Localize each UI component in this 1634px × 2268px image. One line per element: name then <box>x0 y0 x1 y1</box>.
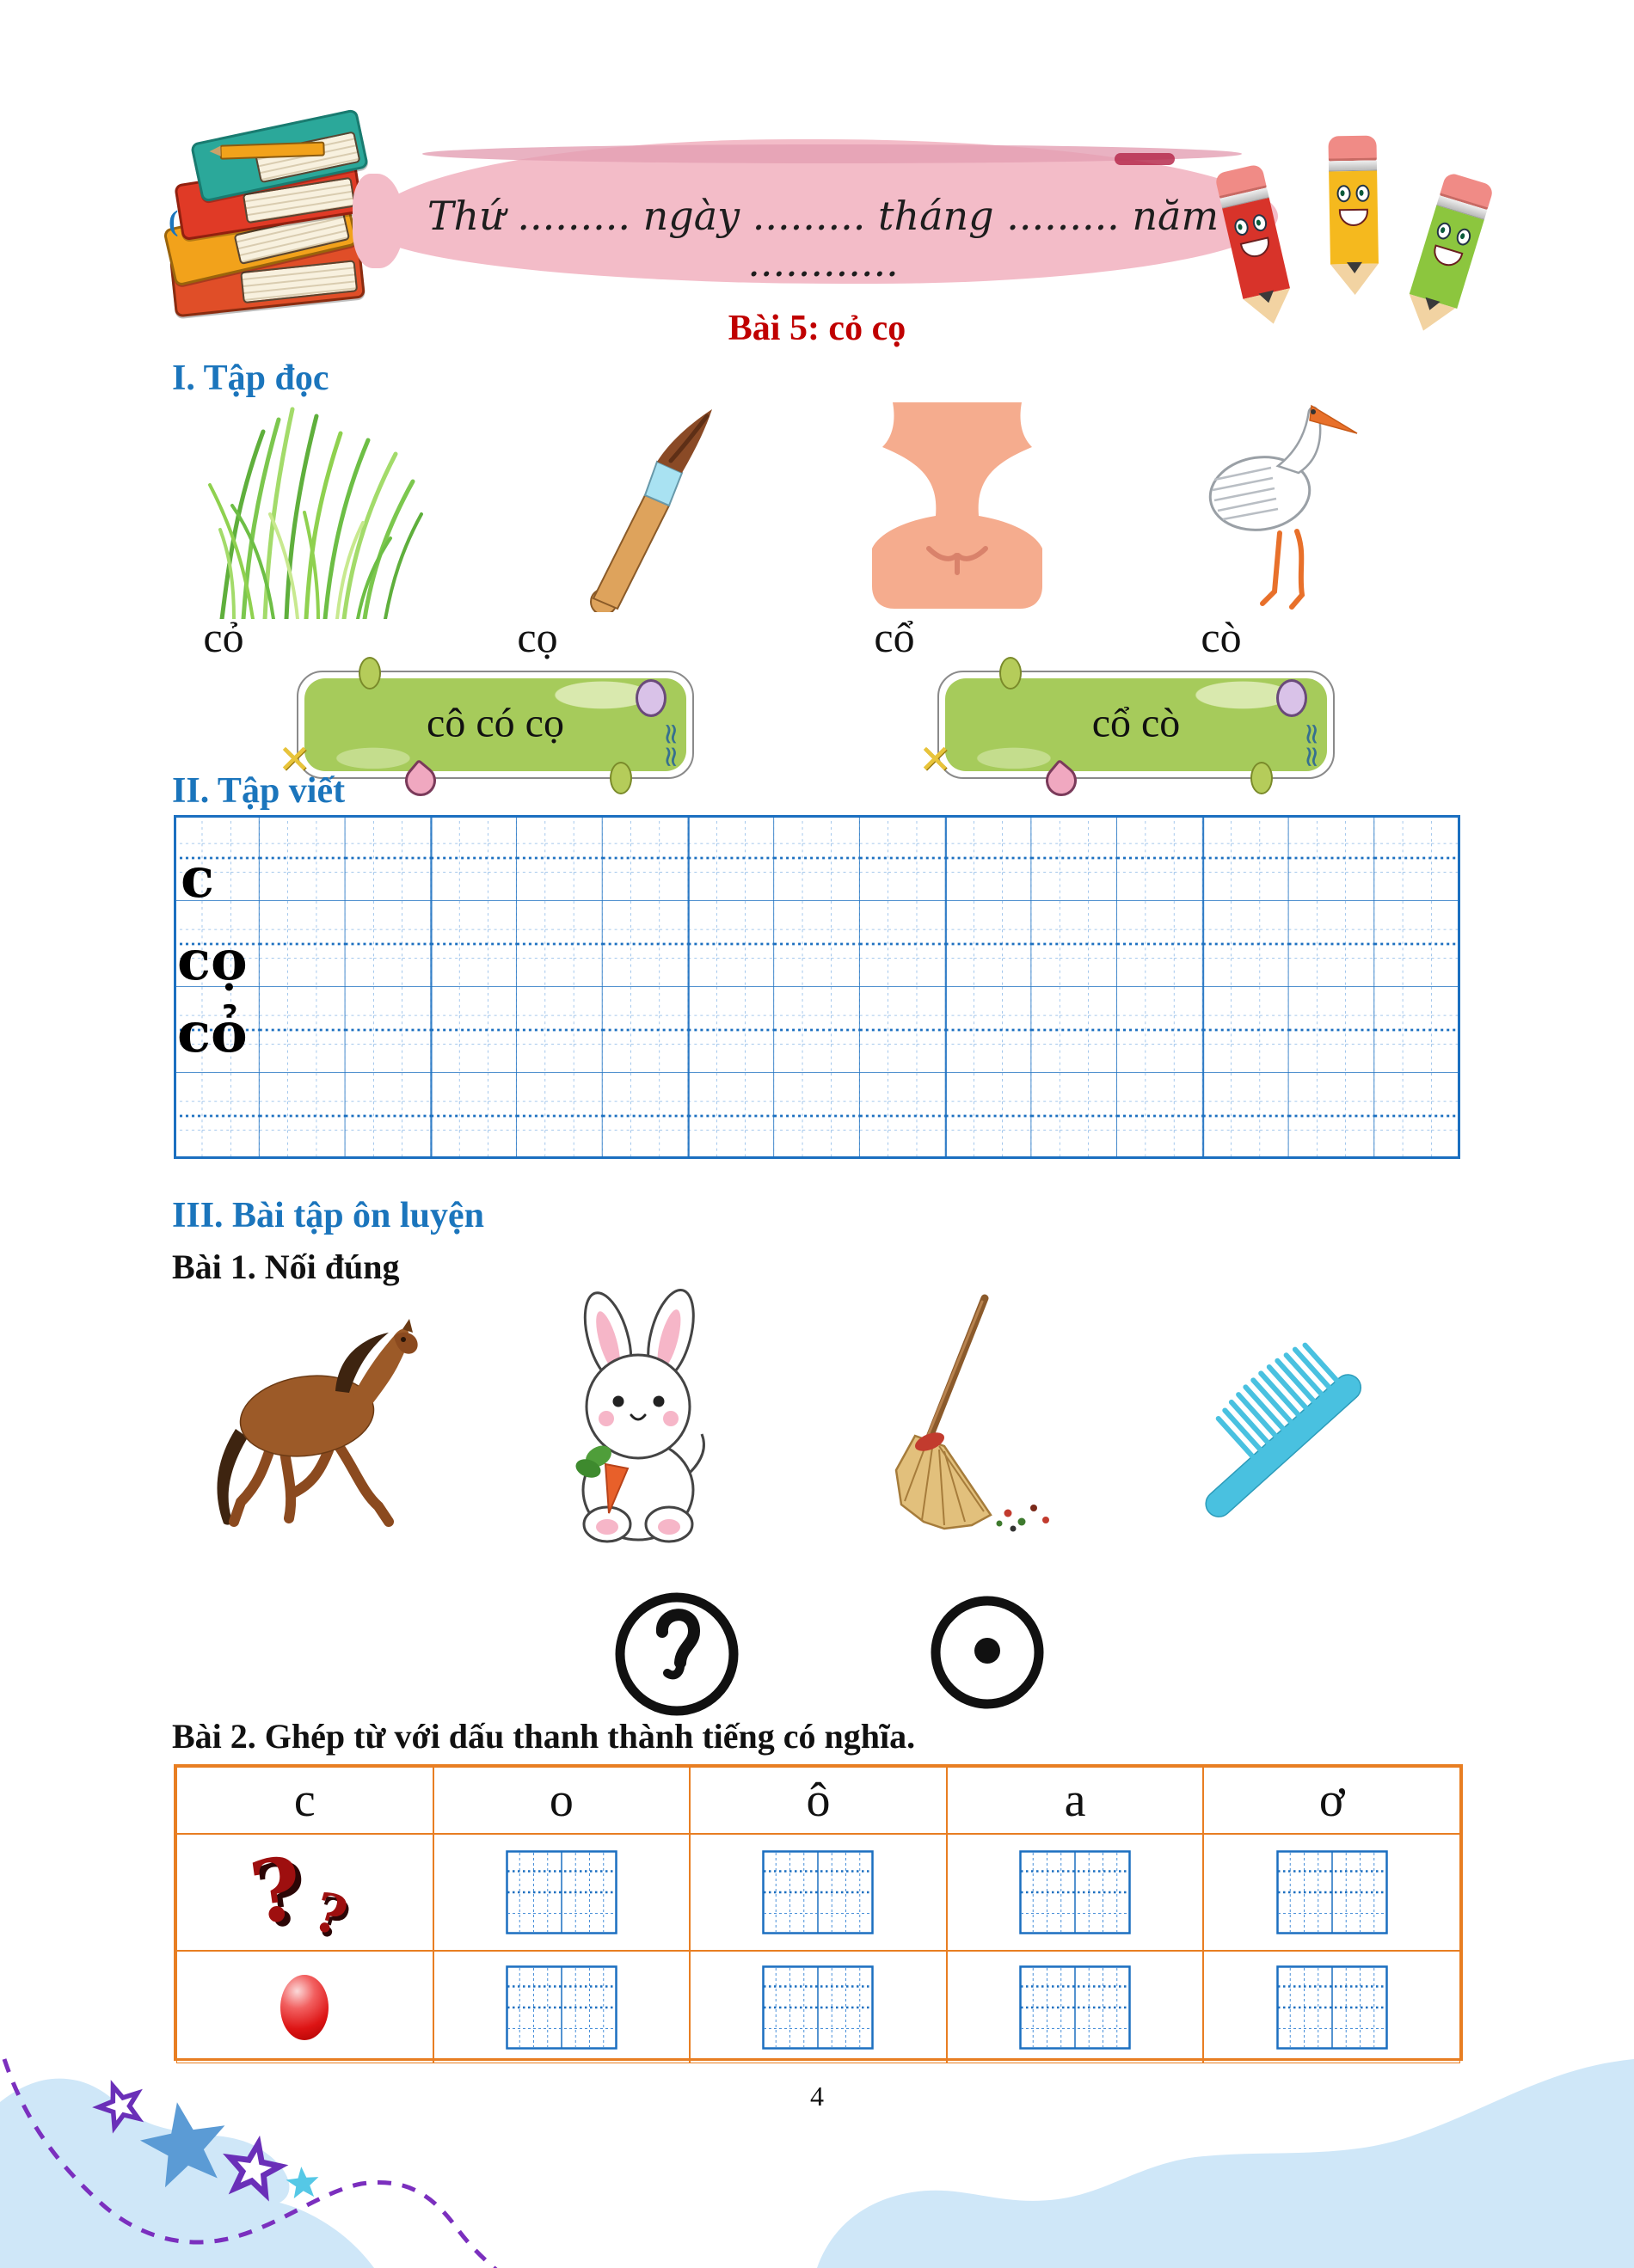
oval-decoration <box>359 657 381 690</box>
bai1-title: Bài 1. Nối đúng <box>172 1247 400 1286</box>
write-cell <box>1203 1951 1460 2063</box>
blue-mark-decoration: ( <box>169 205 179 237</box>
write-cell <box>433 1951 691 2063</box>
mini-writing-grid <box>1276 1965 1388 2050</box>
squiggle-decoration: ≈≈ <box>1294 721 1330 768</box>
banner-blotch <box>1115 153 1175 165</box>
read-word-co-huyen: cò <box>1201 613 1242 661</box>
date-line: Thứ ......... ngày ......... tháng ......... năm ............ <box>427 193 1219 285</box>
circle-decoration <box>636 679 666 717</box>
grass-illustration <box>196 402 430 619</box>
bottom-wave-decoration <box>0 2055 1634 2268</box>
phrase-pill-1 <box>278 671 694 782</box>
write-cell <box>1203 1834 1460 1951</box>
write-cell <box>947 1834 1204 1951</box>
mini-writing-grid <box>1276 1850 1388 1934</box>
writing-practice-grid <box>174 815 1460 1159</box>
lesson-title: Bài 5: cỏ cọ <box>728 309 906 348</box>
mini-writing-grid <box>762 1965 874 2050</box>
bai2-col-o-hat: ô <box>690 1767 947 1834</box>
practice-letter-co-nang: cọ <box>177 929 248 993</box>
comb-illustration <box>1185 1324 1410 1526</box>
stork-illustration <box>1170 397 1376 616</box>
write-cell <box>690 1951 947 2063</box>
phrase-2-text: cổ cò <box>1091 700 1181 746</box>
oval-decoration <box>610 762 632 794</box>
books-stack-illustration <box>165 119 376 308</box>
section-3-heading: III. Bài tập ôn luyện <box>172 1196 484 1235</box>
broom-illustration <box>843 1291 1084 1541</box>
phrase-pill-2 <box>918 671 1335 782</box>
bai2-col-o-horn: ơ <box>1203 1767 1460 1834</box>
write-cell <box>947 1951 1204 2063</box>
mini-writing-grid <box>506 1850 617 1934</box>
bai2-col-o: o <box>433 1767 691 1834</box>
horse-illustration <box>191 1300 432 1541</box>
squiggle-decoration: ≈≈ <box>654 721 689 768</box>
practice-letter-co-hoi: cỏ <box>177 1001 248 1065</box>
section-2-heading: II. Tập viết <box>172 771 346 811</box>
date-banner <box>368 139 1278 284</box>
read-word-co-hoi: cỏ <box>203 613 244 661</box>
read-word-co-nang: cọ <box>517 613 558 661</box>
red-dot-icon <box>280 1975 329 2040</box>
oval-decoration <box>1250 762 1273 794</box>
tone-hoi-image-cell <box>176 1834 433 1951</box>
paint-brush-illustration <box>568 401 731 612</box>
oval-decoration <box>999 657 1022 690</box>
section-1-heading: I. Tập đọc <box>172 359 329 398</box>
circle-decoration <box>1276 679 1307 717</box>
practice-letter-c: c <box>181 846 214 910</box>
neck-illustration <box>850 402 1065 609</box>
x-decoration: ✕ <box>278 736 311 782</box>
tone-nang-image-cell <box>176 1951 433 2063</box>
write-cell <box>433 1834 691 1951</box>
mini-writing-grid <box>1019 1850 1131 1934</box>
bai2-col-a: a <box>947 1767 1204 1834</box>
rabbit-illustration <box>526 1288 750 1550</box>
mini-writing-grid <box>762 1850 874 1934</box>
mini-writing-grid <box>1019 1965 1131 2050</box>
tone-hoi-circle <box>609 1585 745 1721</box>
page-number: 4 <box>810 2081 824 2112</box>
bai2-table <box>174 1764 1463 2061</box>
phrase-1-text: cô có cọ <box>427 700 564 746</box>
write-cell <box>690 1834 947 1951</box>
x-decoration: ✕ <box>918 736 952 782</box>
read-word-co-hoi2: cổ <box>874 613 915 661</box>
red-question-marks-icon: ? ? <box>244 1836 354 1949</box>
bai2-col-c: c <box>176 1767 433 1834</box>
mini-writing-grid <box>506 1965 617 2050</box>
tone-nang-circle <box>925 1591 1049 1714</box>
bai2-title: Bài 2. Ghép từ với dấu thanh thành tiếng có nghĩa. <box>172 1717 916 1756</box>
yellow-pencil-character <box>1328 136 1379 296</box>
